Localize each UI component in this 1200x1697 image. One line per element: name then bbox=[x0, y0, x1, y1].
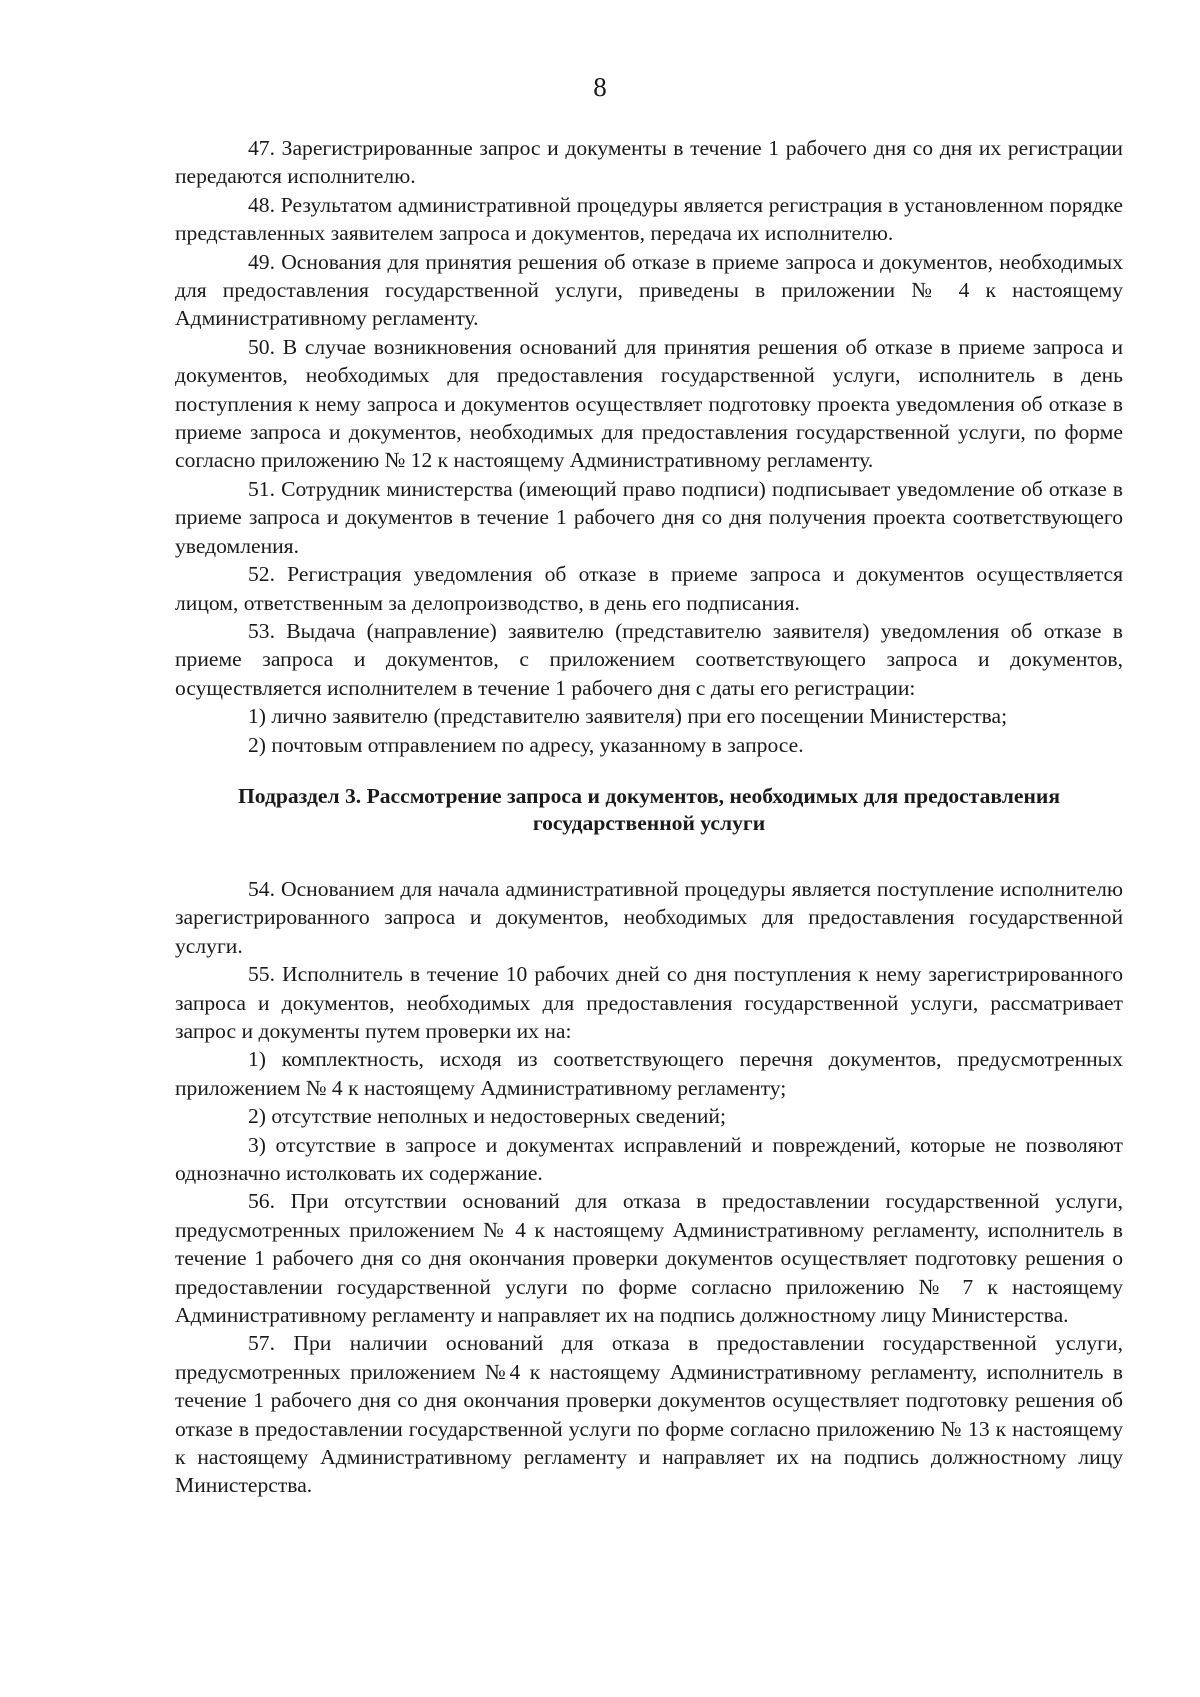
paragraph-56: 56. При отсутствии оснований для отказа в предоставлении государственной услуги, предусмотренных приложением № 4 к настоящему Административному регламенту, исполнитель в течение 1 рабочего дня со дня окончания проверки документов осуществляет подготовку решения о предоставлении государственной услуги по форме согласно приложению № 7 к настоящему Административному регламенту и направляет их на подпись должностному лицу Министерства. bbox=[175, 1189, 1123, 1328]
list-item-53-2: 2) почтовым отправлением по адресу, указанному в запросе. bbox=[248, 732, 804, 757]
paragraph-48: 48. Результатом административной процедуры является регистрация в установленном порядке представленных заявителем запроса и документов, передача их исполнителю. bbox=[175, 192, 1123, 246]
paragraph-47: 47. Зарегистрированные запрос и документы в течение 1 рабочего дня со дня их регистрации передаются исполнителю. bbox=[175, 136, 1123, 189]
paragraph-51: 51. Сотрудник министерства (имеющий право подписи) подписывает уведомление об отказе в приеме запроса и документов в течение 1 рабочего дня со дня получения проекта соответствующего уведомления. bbox=[175, 476, 1123, 558]
section-heading-line2: государственной услуги bbox=[532, 810, 766, 835]
paragraph-54: 54. Основанием для начала административной процедуры является поступление исполнителю зарегистрированного запроса и документов, необходимых для предоставления государственной услуги. bbox=[175, 876, 1123, 958]
paragraph-55: 55. Исполнитель в течение 10 рабочих дней со дня поступления к нему зарегистрированного запроса и документов, необходимых для предоставления государственной услуги, рассматривает запрос и документы путем проверки их на: bbox=[175, 962, 1123, 1043]
page-number: 8 bbox=[593, 72, 607, 102]
document-body bbox=[175, 134, 1123, 1500]
list-item-55-1: 1) комплектность, исходя из соответствующего перечня документов, предусмотренных приложением № 4 к настоящему Административному регламенту; bbox=[175, 1047, 1123, 1100]
section-heading-line1: Подраздел 3. Рассмотрение запроса и документов, необходимых для предоставления bbox=[237, 783, 1061, 808]
list-item-55-3: 3) отсутствие в запросе и документах исправлений и повреждений, которые не позволяют однозначно истолковать их содержание. bbox=[175, 1132, 1123, 1185]
paragraph-57: 57. При наличии оснований для отказа в предоставлении государственной услуги, предусмотренных приложением №4 к настоящему Административному регламенту, исполнитель в течение 1 рабочего дня со дня окончания проверки документов осуществляет подготовку решения об отказе в предоставлении государственной услуги по форме согласно приложению № 13 к настоящему к настоящему Административному регламенту и направляет их на подпись должностному лицу Министерства. bbox=[175, 1331, 1123, 1498]
paragraph-49: 49. Основания для принятия решения об отказе в приеме запроса и документов, необходимых для предоставления государственной услуги, приведены в приложении № 4 к настоящему Административному регламенту. bbox=[175, 249, 1123, 331]
list-item-53-1: 1) лично заявителю (представителю заявителя) при его посещении Министерства; bbox=[248, 704, 1008, 729]
section-heading bbox=[175, 783, 1123, 837]
list-item-55-2: 2) отсутствие неполных и недостоверных сведений; bbox=[248, 1104, 726, 1129]
paragraph-53: 53. Выдача (направление) заявителю (представителю заявителя) уведомления об отказе в приеме запроса и документов, с приложением соответствующего запроса и документов, осуществляется исполнителем в течение 1 рабочего дня с даты его регистрации: bbox=[175, 618, 1123, 700]
paragraph-52: 52. Регистрация уведомления об отказе в приеме запроса и документов осуществляется лицом, ответственным за делопроизводство, в день его подписания. bbox=[175, 562, 1123, 615]
paragraph-50: 50. В случае возникновения оснований для принятия решения об отказе в приеме запроса и документов, необходимых для предоставления государственной услуги, исполнитель в день поступления к нему запроса и документов осуществляет подготовку проекта уведомления об отказе в приеме запроса и документов, необходимых для предоставления государственной услуги, по форме согласно приложению № 12 к настоящему Административному регламенту. bbox=[175, 334, 1123, 473]
